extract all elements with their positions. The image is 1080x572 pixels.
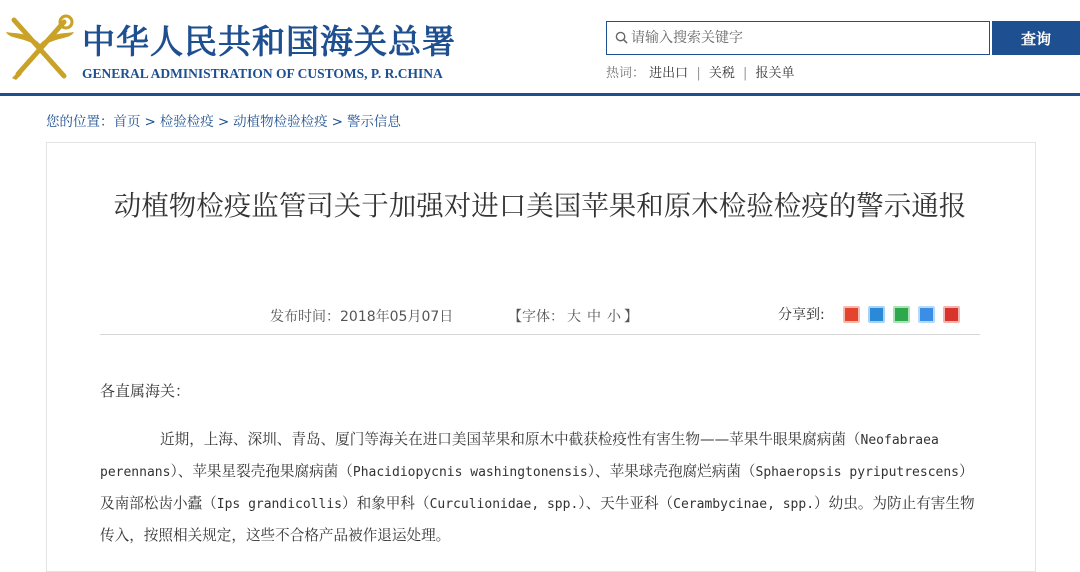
font-size-open: 【字体： — [508, 309, 564, 325]
body-text: ）和象甲科（ — [342, 495, 430, 512]
body-text: ）、苹果球壳孢腐烂病菌（ — [587, 463, 756, 480]
share-label: 分享到: — [778, 307, 825, 323]
font-size-control — [508, 306, 638, 326]
hot-word-separator: | — [696, 66, 701, 81]
font-size-small[interactable]: 小 — [607, 309, 621, 325]
article-title: 动植物检疫监管司关于加强对进口美国苹果和原木检验检疫的警示通报 — [113, 190, 967, 222]
meta-divider — [100, 334, 980, 335]
font-size-close: 】 — [624, 309, 638, 325]
latin-name: Curculionidae, spp. — [429, 497, 579, 512]
hot-words-label: 热词： — [606, 66, 646, 81]
site-title-english: GENERAL ADMINISTRATION OF CUSTOMS, P. R.CHINA — [82, 66, 443, 81]
font-size-large[interactable]: 大 — [567, 309, 581, 325]
search-icon — [615, 31, 628, 44]
article-paragraph — [100, 424, 980, 551]
breadcrumb-item-home[interactable]: 首页 — [113, 114, 141, 130]
article-salutation: 各直属海关： — [100, 382, 191, 400]
breadcrumb-item-plant-animal[interactable]: 动植物检验检疫 — [233, 114, 328, 130]
customs-emblem-icon[interactable] — [4, 14, 76, 86]
font-size-medium[interactable]: 中 — [587, 309, 601, 325]
breadcrumb-separator: > — [331, 114, 343, 130]
share-bar — [778, 304, 960, 324]
breadcrumb-item-alerts[interactable]: 警示信息 — [346, 114, 401, 130]
publish-date: 发布时间：2018年05月07日 — [270, 309, 454, 325]
site-header — [0, 0, 1080, 96]
body-text: ）幼虫。为防止有害生物传入，按照相关规定，这些不合格产品被作退运处理。 — [100, 495, 975, 544]
article-meta — [100, 298, 980, 332]
wechat-icon[interactable] — [893, 306, 910, 323]
breadcrumb — [46, 110, 401, 130]
latin-name: Neofabraea perennans — [100, 433, 939, 480]
latin-name: Cerambycinae, spp. — [673, 497, 815, 512]
renren-icon[interactable] — [918, 306, 935, 323]
latin-name: Sphaeropsis pyriputrescens — [755, 465, 960, 480]
hot-word-link[interactable]: 关税 — [708, 66, 735, 81]
body-text: 近期，上海、深圳、青岛、厦门等海关在进口美国苹果和原木中截获检疫性有害生物——苹果牛眼果腐病菌（ — [160, 431, 861, 448]
site-title[interactable]: 中华人民共和国海关总署 — [82, 22, 456, 61]
search-box — [606, 21, 990, 55]
body-text: ）、天牛亚科（ — [578, 495, 674, 512]
body-text: ）、苹果星裂壳孢果腐病菌（ — [170, 463, 353, 480]
hot-word-separator: | — [743, 66, 748, 81]
breadcrumb-separator: > — [144, 114, 156, 130]
weibo-icon[interactable] — [843, 306, 860, 323]
breadcrumb-prefix: 您的位置： — [46, 114, 114, 130]
body-text: ）及南部松齿小蠹（ — [100, 463, 974, 512]
hot-words — [606, 62, 795, 81]
hot-word-link[interactable]: 报关单 — [755, 66, 795, 81]
breadcrumb-item-inspection[interactable]: 检验检疫 — [159, 114, 214, 130]
article-body — [100, 424, 980, 551]
latin-name: Ips grandicollis — [216, 497, 342, 512]
latin-name: Phacidiopycnis washingtonensis — [352, 465, 588, 480]
qzone-icon[interactable] — [868, 306, 885, 323]
hot-word-link[interactable]: 进出口 — [649, 66, 689, 81]
header-divider — [0, 93, 1080, 96]
pdf-icon[interactable] — [943, 306, 960, 323]
breadcrumb-separator: > — [217, 114, 230, 130]
search-input[interactable] — [631, 22, 981, 54]
search-button[interactable]: 查询 — [992, 21, 1080, 55]
